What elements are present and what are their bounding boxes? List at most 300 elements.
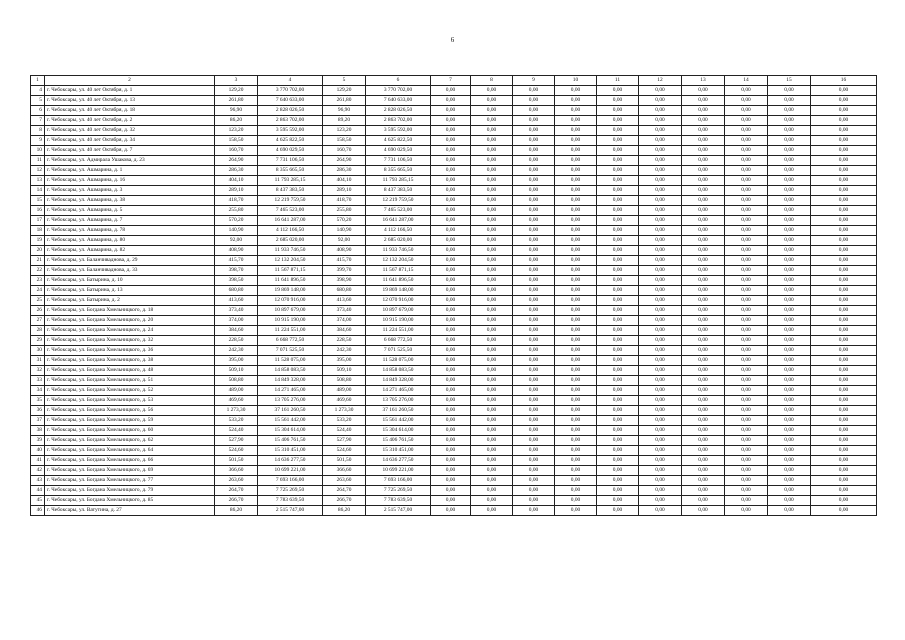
row-number: 35 (31, 396, 45, 406)
table-cell: 0,00 (431, 466, 471, 476)
table-cell: 0,00 (768, 286, 811, 296)
table-cell: 11 793 285,15 (366, 176, 431, 186)
table-cell: 0,00 (471, 166, 513, 176)
table-cell: 4 690 029,50 (366, 146, 431, 156)
table-cell: 0,00 (725, 206, 768, 216)
table-cell: 2 863 702,00 (366, 116, 431, 126)
table-cell: 0,00 (725, 296, 768, 306)
address-cell: г. Чебоксары, ул. Богдана Хмельницкого, д. 60 (45, 426, 215, 436)
table-cell: 7 783 639,50 (258, 496, 323, 506)
table-cell: 0,00 (555, 246, 597, 256)
table-cell: 0,00 (471, 296, 513, 306)
table-cell: 0,00 (725, 426, 768, 436)
table-cell: 0,00 (431, 156, 471, 166)
table-cell: 0,00 (639, 476, 682, 486)
table-cell: 0,00 (471, 376, 513, 386)
address-cell: г. Чебоксары, ул. Богдана Хмельницкого, д. 32 (45, 336, 215, 346)
address-cell: г. Чебоксары, ул. Адмирала Ушакова, д. 23 (45, 156, 215, 166)
table-cell: 0,00 (431, 286, 471, 296)
table-cell: 413,60 (323, 296, 366, 306)
table-cell: 2 828 026,50 (366, 106, 431, 116)
table-cell: 0,00 (555, 256, 597, 266)
table-cell: 384,60 (323, 326, 366, 336)
table-cell: 0,00 (513, 356, 555, 366)
table-cell: 0,00 (639, 466, 682, 476)
table-cell: 261,80 (215, 96, 258, 106)
table-cell: 0,00 (513, 106, 555, 116)
table-row (31, 326, 877, 336)
table-cell: 0,00 (639, 246, 682, 256)
table-cell: 0,00 (811, 406, 877, 416)
column-header: 16 (811, 76, 877, 86)
table-cell: 0,00 (597, 506, 639, 516)
table-cell: 0,00 (682, 396, 725, 406)
table-cell: 0,00 (811, 336, 877, 346)
table-cell: 0,00 (555, 136, 597, 146)
table-cell: 0,00 (768, 106, 811, 116)
table-cell: 0,00 (811, 286, 877, 296)
table-cell: 0,00 (768, 236, 811, 246)
row-number: 18 (31, 226, 45, 236)
address-cell: г. Чебоксары, ул. Баланчиваднова, д. 33 (45, 266, 215, 276)
table-cell: 0,00 (639, 486, 682, 496)
table-cell: 0,00 (639, 156, 682, 166)
row-number: 7 (31, 116, 45, 126)
table-cell: 123,20 (215, 126, 258, 136)
table-cell: 0,00 (725, 356, 768, 366)
table-cell: 0,00 (513, 206, 555, 216)
table-cell: 15 304 614,00 (366, 426, 431, 436)
address-cell: г. Чебоксары, ул. Ватутина, д. 27 (45, 506, 215, 516)
table-row (31, 286, 877, 296)
table-cell: 0,00 (639, 376, 682, 386)
table-row (31, 476, 877, 486)
table-cell: 0,00 (682, 96, 725, 106)
table-cell: 570,20 (323, 216, 366, 226)
table-cell: 680,80 (215, 286, 258, 296)
table-cell: 0,00 (555, 96, 597, 106)
table-cell: 0,00 (555, 266, 597, 276)
table-cell: 0,00 (768, 116, 811, 126)
address-cell: г. Чебоксары, ул. Ашмарина, д. 3 (45, 186, 215, 196)
table-cell: 3 595 592,00 (258, 126, 323, 136)
table-cell: 0,00 (555, 226, 597, 236)
table-cell: 0,00 (431, 196, 471, 206)
table-cell: 0,00 (639, 106, 682, 116)
table-cell: 0,00 (639, 236, 682, 246)
table-cell: 0,00 (471, 366, 513, 376)
table-cell: 0,00 (597, 126, 639, 136)
table-cell: 3 770 702,00 (366, 86, 431, 96)
table-cell: 0,00 (513, 346, 555, 356)
row-number: 32 (31, 366, 45, 376)
table-cell: 0,00 (431, 436, 471, 446)
table-cell: 0,00 (597, 186, 639, 196)
table-cell: 0,00 (682, 466, 725, 476)
table-cell: 0,00 (682, 366, 725, 376)
table-cell: 0,00 (811, 296, 877, 306)
table-cell: 0,00 (431, 86, 471, 96)
table-cell: 255,80 (215, 206, 258, 216)
table-cell: 0,00 (725, 456, 768, 466)
table-cell: 0,00 (555, 456, 597, 466)
table-cell: 11 933 746,50 (258, 246, 323, 256)
table-cell: 0,00 (597, 86, 639, 96)
table-cell: 11 641 896,50 (258, 276, 323, 286)
table-cell: 14 636 277,50 (258, 456, 323, 466)
table-cell: 0,00 (555, 486, 597, 496)
table-cell: 4 112 166,50 (366, 226, 431, 236)
table-cell: 0,00 (639, 176, 682, 186)
table-cell: 0,00 (471, 256, 513, 266)
table-cell: 0,00 (768, 256, 811, 266)
table-cell: 11 641 896,50 (366, 276, 431, 286)
table-cell: 0,00 (682, 306, 725, 316)
table-cell: 0,00 (555, 466, 597, 476)
table-cell: 0,00 (768, 246, 811, 256)
table-cell: 0,00 (431, 496, 471, 506)
row-number: 22 (31, 266, 45, 276)
table-cell: 255,80 (323, 206, 366, 216)
table-cell: 0,00 (811, 346, 877, 356)
table-cell: 0,00 (431, 396, 471, 406)
table-cell: 0,00 (471, 156, 513, 166)
table-cell: 15 304 614,00 (258, 426, 323, 436)
table-row (31, 366, 877, 376)
table-cell: 0,00 (725, 156, 768, 166)
table-cell: 415,70 (323, 256, 366, 266)
row-number: 12 (31, 166, 45, 176)
table-cell: 0,00 (725, 386, 768, 396)
table-cell: 0,00 (811, 276, 877, 286)
table-cell: 0,00 (682, 216, 725, 226)
table-cell: 0,00 (811, 176, 877, 186)
table-row (31, 506, 877, 516)
table-cell: 398,90 (323, 276, 366, 286)
table-cell: 0,00 (768, 346, 811, 356)
table-cell: 0,00 (513, 116, 555, 126)
table-cell: 0,00 (682, 426, 725, 436)
table-cell: 264,90 (323, 156, 366, 166)
address-cell: г. Чебоксары, ул. Богдана Хмельницкого, д. 79 (45, 486, 215, 496)
table-cell: 0,00 (682, 256, 725, 266)
address-cell: г. Чебоксары, ул. Богдана Хмельницкого, д. 66 (45, 456, 215, 466)
table-cell: 0,00 (513, 86, 555, 96)
table-cell: 264,70 (323, 486, 366, 496)
table-cell: 86,20 (215, 506, 258, 516)
address-cell: г. Чебоксары, ул. Ашмарина, д. 82 (45, 246, 215, 256)
table-cell: 0,00 (555, 276, 597, 286)
table-cell: 14 271 465,00 (366, 386, 431, 396)
table-cell: 0,00 (555, 436, 597, 446)
table-cell: 0,00 (513, 406, 555, 416)
table-cell: 0,00 (555, 416, 597, 426)
table-cell: 0,00 (513, 316, 555, 326)
table-cell: 509,10 (215, 366, 258, 376)
table-cell: 413,60 (215, 296, 258, 306)
table-cell: 0,00 (555, 506, 597, 516)
table-cell: 0,00 (639, 276, 682, 286)
table-cell: 0,00 (725, 476, 768, 486)
table-row (31, 356, 877, 366)
table-cell: 0,00 (768, 426, 811, 436)
address-cell: г. Чебоксары, ул. Богдана Хмельницкого, д. 56 (45, 406, 215, 416)
table-cell: 0,00 (597, 266, 639, 276)
table-cell: 508,80 (323, 376, 366, 386)
table-cell: 0,00 (682, 386, 725, 396)
table-cell: 509,10 (323, 366, 366, 376)
table-cell: 3 770 702,00 (258, 86, 323, 96)
table-cell: 0,00 (682, 246, 725, 256)
table-cell: 0,00 (725, 326, 768, 336)
table-cell: 11 793 285,15 (258, 176, 323, 186)
table-cell: 0,00 (811, 156, 877, 166)
table-cell: 1 273,30 (215, 406, 258, 416)
table-cell: 0,00 (682, 496, 725, 506)
table-cell: 0,00 (639, 506, 682, 516)
table-cell: 0,00 (513, 306, 555, 316)
table-cell: 4 625 822,50 (366, 136, 431, 146)
table-cell: 0,00 (431, 146, 471, 156)
table-cell: 7 725 269,50 (258, 486, 323, 496)
table-row (31, 136, 877, 146)
table-cell: 0,00 (471, 466, 513, 476)
table-cell: 0,00 (597, 166, 639, 176)
table-cell: 0,00 (768, 496, 811, 506)
table-cell: 160,70 (323, 146, 366, 156)
table-cell: 13 705 276,00 (366, 396, 431, 406)
table-cell: 0,00 (597, 486, 639, 496)
table-cell: 0,00 (682, 196, 725, 206)
table-cell: 7 071 525,50 (258, 346, 323, 356)
table-cell: 0,00 (639, 206, 682, 216)
table-cell: 0,00 (768, 336, 811, 346)
table-cell: 0,00 (811, 426, 877, 436)
table-cell: 0,00 (811, 206, 877, 216)
table-cell: 0,00 (471, 306, 513, 316)
table-row (31, 266, 877, 276)
table-cell: 0,00 (555, 326, 597, 336)
table-cell: 13 705 276,00 (258, 396, 323, 406)
table-cell: 0,00 (725, 126, 768, 136)
table-cell: 7 465 523,00 (258, 206, 323, 216)
table-cell: 14 636 277,50 (366, 456, 431, 466)
table-cell: 0,00 (471, 286, 513, 296)
table-row (31, 186, 877, 196)
table-cell: 0,00 (811, 486, 877, 496)
table-row (31, 166, 877, 176)
table-cell: 0,00 (431, 316, 471, 326)
table-cell: 0,00 (431, 116, 471, 126)
table-cell: 0,00 (725, 176, 768, 186)
table-cell: 0,00 (471, 496, 513, 506)
table-cell: 0,00 (431, 176, 471, 186)
table-cell: 0,00 (597, 146, 639, 156)
table-cell: 0,00 (513, 426, 555, 436)
table-cell: 0,00 (725, 256, 768, 266)
table-cell: 266,70 (215, 496, 258, 506)
table-cell: 0,00 (431, 406, 471, 416)
table-cell: 395,00 (323, 356, 366, 366)
table-cell: 129,20 (215, 86, 258, 96)
table-cell: 0,00 (555, 336, 597, 346)
row-number: 33 (31, 376, 45, 386)
table-cell: 570,20 (215, 216, 258, 226)
table-cell: 0,00 (725, 376, 768, 386)
table-cell: 19 869 148,00 (258, 286, 323, 296)
table-cell: 0,00 (597, 396, 639, 406)
table-cell: 0,00 (513, 436, 555, 446)
table-cell: 0,00 (682, 136, 725, 146)
table-cell: 12 219 759,50 (366, 196, 431, 206)
table-row (31, 426, 877, 436)
table-cell: 8 437 383,50 (366, 186, 431, 196)
row-number: 13 (31, 176, 45, 186)
table-cell: 524,40 (215, 426, 258, 436)
table-cell: 366,60 (323, 466, 366, 476)
table-cell: 0,00 (431, 376, 471, 386)
table-cell: 0,00 (513, 226, 555, 236)
table-cell: 160,70 (215, 146, 258, 156)
table-cell: 0,00 (639, 396, 682, 406)
table-cell: 15 310 451,00 (366, 446, 431, 456)
address-cell: г. Чебоксары, ул. 40 лет Октября, д. 34 (45, 136, 215, 146)
table-row (31, 316, 877, 326)
table-row (31, 276, 877, 286)
table-cell: 0,00 (597, 326, 639, 336)
table-cell: 0,00 (811, 476, 877, 486)
table-cell: 0,00 (555, 146, 597, 156)
table-row (31, 486, 877, 496)
table-cell: 0,00 (555, 236, 597, 246)
table-cell: 0,00 (471, 116, 513, 126)
table-cell: 0,00 (682, 106, 725, 116)
table-cell: 0,00 (431, 386, 471, 396)
address-cell: г. Чебоксары, ул. Богдана Хмельницкого, д. 24 (45, 326, 215, 336)
table-cell: 0,00 (513, 126, 555, 136)
table-cell: 395,00 (215, 356, 258, 366)
table-cell: 0,00 (597, 116, 639, 126)
table-row (31, 386, 877, 396)
table-cell: 0,00 (597, 386, 639, 396)
row-number: 26 (31, 306, 45, 316)
table-cell: 0,00 (471, 266, 513, 276)
table-cell: 0,00 (768, 216, 811, 226)
table-cell: 228,50 (323, 336, 366, 346)
table-cell: 0,00 (597, 286, 639, 296)
table-cell: 0,00 (768, 276, 811, 286)
address-cell: г. Чебоксары, ул. 40 лет Октября, д. 32 (45, 126, 215, 136)
table-row (31, 246, 877, 256)
table-cell: 524,60 (215, 446, 258, 456)
table-cell: 0,00 (597, 296, 639, 306)
table-cell: 0,00 (513, 496, 555, 506)
table-cell: 0,00 (471, 486, 513, 496)
table-cell: 408,90 (323, 246, 366, 256)
row-number: 9 (31, 136, 45, 146)
table-body (31, 76, 877, 516)
table-cell: 0,00 (768, 476, 811, 486)
table-cell: 0,00 (513, 296, 555, 306)
table-cell: 11 224 551,00 (258, 326, 323, 336)
table-cell: 0,00 (555, 176, 597, 186)
row-number: 11 (31, 156, 45, 166)
table-cell: 0,00 (768, 486, 811, 496)
table-cell: 242,30 (323, 346, 366, 356)
table-cell: 0,00 (471, 86, 513, 96)
table-cell: 0,00 (682, 156, 725, 166)
table-cell: 0,00 (682, 436, 725, 446)
table-cell: 0,00 (513, 336, 555, 346)
row-number: 10 (31, 146, 45, 156)
table-cell: 0,00 (639, 136, 682, 146)
table-cell: 508,80 (215, 376, 258, 386)
table-cell: 11 528 075,00 (366, 356, 431, 366)
table-cell: 0,00 (471, 246, 513, 256)
table-cell: 0,00 (513, 506, 555, 516)
table-cell: 384,60 (215, 326, 258, 336)
table-cell: 92,00 (323, 236, 366, 246)
table-cell: 0,00 (811, 96, 877, 106)
table-cell: 373,40 (215, 306, 258, 316)
table-cell: 7 783 639,50 (366, 496, 431, 506)
table-cell: 0,00 (725, 186, 768, 196)
table-cell: 12 070 916,00 (258, 296, 323, 306)
table-cell: 501,50 (215, 456, 258, 466)
table-cell: 11 224 551,00 (366, 326, 431, 336)
table-cell: 0,00 (725, 366, 768, 376)
table-cell: 0,00 (597, 356, 639, 366)
table-cell: 0,00 (639, 196, 682, 206)
table-cell: 0,00 (513, 166, 555, 176)
table-cell: 0,00 (513, 156, 555, 166)
table-row (31, 376, 877, 386)
table-cell: 0,00 (768, 86, 811, 96)
table-cell: 0,00 (639, 286, 682, 296)
table-cell: 0,00 (725, 266, 768, 276)
table-cell: 0,00 (513, 196, 555, 206)
table-cell: 0,00 (597, 476, 639, 486)
table-cell: 0,00 (725, 106, 768, 116)
table-cell: 0,00 (597, 366, 639, 376)
table-cell: 0,00 (682, 116, 725, 126)
table-cell: 0,00 (471, 316, 513, 326)
table-cell: 8 355 665,50 (258, 166, 323, 176)
table-cell: 0,00 (811, 326, 877, 336)
table-cell: 0,00 (471, 146, 513, 156)
table-cell: 0,00 (725, 396, 768, 406)
table-cell: 398,50 (215, 276, 258, 286)
table-cell: 0,00 (431, 126, 471, 136)
table-cell: 0,00 (811, 86, 877, 96)
address-cell: г. Чебоксары, ул. Батырина, д. 10 (45, 276, 215, 286)
table-cell: 96,90 (215, 106, 258, 116)
table-cell: 0,00 (513, 386, 555, 396)
table-cell: 404,10 (323, 176, 366, 186)
table-cell: 0,00 (597, 446, 639, 456)
table-cell: 15 406 761,50 (366, 436, 431, 446)
table-cell: 0,00 (768, 436, 811, 446)
table-cell: 0,00 (811, 196, 877, 206)
table-cell: 11 528 075,00 (258, 356, 323, 366)
table-cell: 242,30 (215, 346, 258, 356)
table-cell: 0,00 (597, 466, 639, 476)
table-cell: 0,00 (682, 176, 725, 186)
table-cell: 7 640 633,00 (258, 96, 323, 106)
table-cell: 0,00 (768, 376, 811, 386)
table-cell: 0,00 (471, 216, 513, 226)
row-number: 43 (31, 476, 45, 486)
